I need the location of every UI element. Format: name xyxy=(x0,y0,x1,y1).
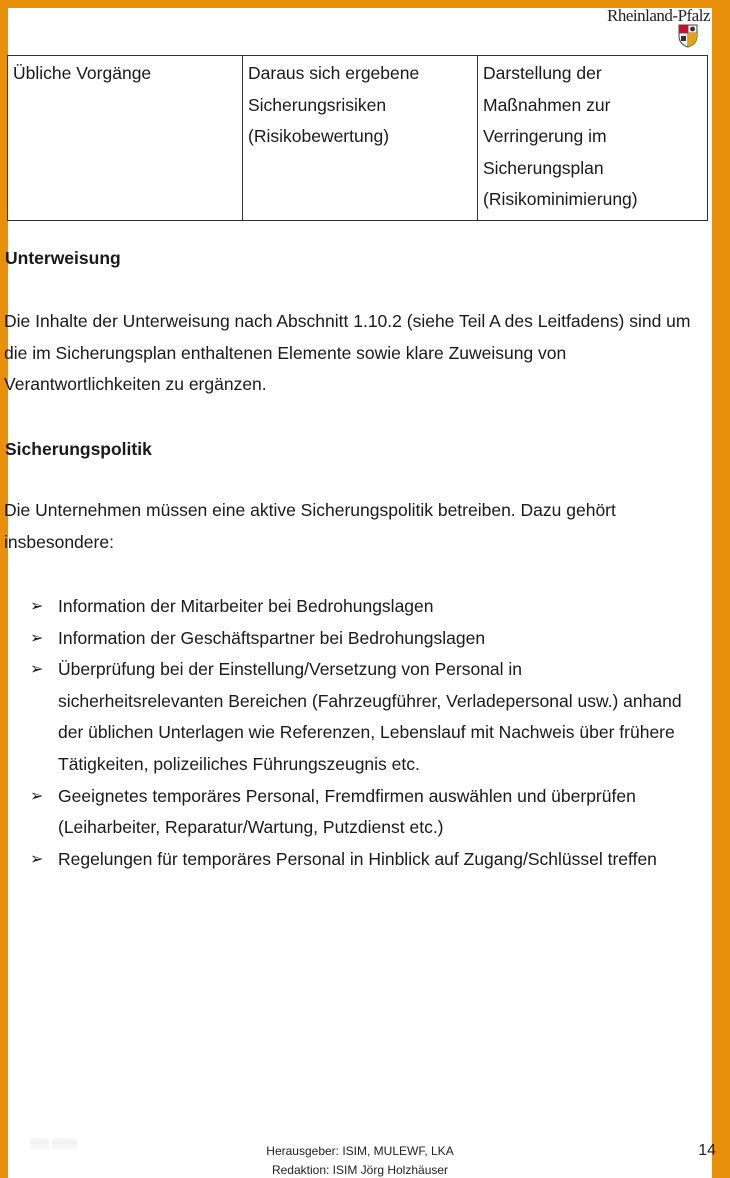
table-cell-security-risks: Daraus sich ergebene Sicherungsrisiken (Risikobewertung) xyxy=(243,56,478,221)
state-logo xyxy=(602,6,712,56)
list-line: Geeignetes temporäres Personal, Fremdfirmen auswählen und überprüfen xyxy=(58,785,636,806)
list-line: Überprüfung bei der Einstellung/Versetzung von Personal in xyxy=(58,659,523,680)
arrow-bullet-icon: ➢ xyxy=(30,850,44,868)
list-item xyxy=(30,591,730,623)
table-row xyxy=(8,56,708,221)
footer-publisher: Herausgeber: ISIM, MULEWF, LKA xyxy=(266,1144,454,1158)
paragraph-unterweisung: Die Inhalte der Unterweisung nach Abschnitt 1.10.2 (siehe Teil A des Leitfadens) sind um die im Sicherungsplan enthaltenen Elemente sowie klare Zuweisung von Verantwortlichkeiten zu ergänzen. xyxy=(4,311,691,395)
risk-table xyxy=(7,55,708,221)
arrow-bullet-icon: ➢ xyxy=(30,598,44,615)
list-line: Information der Geschäftspartner bei Bedrohungslagen xyxy=(58,627,486,648)
table-cell-usual-processes: Übliche Vorgänge xyxy=(8,56,243,221)
table-cell-measures: Darstellung der Maßnahmen zur Verringerung im Sicherungsplan (Risikominimierung) xyxy=(478,56,708,221)
heading-unterweisung: Unterweisung xyxy=(5,248,121,268)
logo-text: Rheinland-Pfalz xyxy=(607,6,710,25)
list-line: Tätigkeiten, polizeiliches Führungszeugnis etc. xyxy=(58,753,420,774)
coat-of-arms-icon xyxy=(678,24,698,48)
page-number: 14 xyxy=(698,1142,716,1159)
list-item xyxy=(30,654,730,780)
arrow-bullet-icon: ➢ xyxy=(30,787,44,805)
list-line: Information der Mitarbeiter bei Bedrohungslagen xyxy=(58,596,434,616)
watermark-logo: ▒▒▒ ▒▒▒▒ xyxy=(30,1138,78,1148)
list-item xyxy=(30,781,730,844)
arrow-bullet-icon: ➢ xyxy=(30,629,44,647)
paragraph-sicherungspolitik: Die Unternehmen müssen eine aktive Sicherungspolitik betreiben. Dazu gehört insbesondere: xyxy=(4,500,616,552)
heading-sicherungspolitik: Sicherungspolitik xyxy=(5,439,152,459)
list-line: (Leiharbeiter, Reparatur/Wartung, Putzdienst etc.) xyxy=(58,817,444,838)
list-line: der üblichen Unterlagen wie Referenzen, Lebenslauf mit Nachweis über frühere xyxy=(58,722,675,743)
measures-list xyxy=(30,591,730,875)
arrow-bullet-icon: ➢ xyxy=(30,661,44,679)
list-item xyxy=(30,623,730,655)
footer-editor: Redaktion: ISIM Jörg Holzhäuser xyxy=(271,1163,449,1177)
list-line: Regelungen für temporäres Personal in Hinblick auf Zugang/Schlüssel treffen xyxy=(58,848,657,869)
list-item xyxy=(30,844,730,876)
list-line: sicherheitsrelevanten Bereichen (Fahrzeugführer, Verladepersonal usw.) anhand xyxy=(58,690,682,711)
document-page xyxy=(4,6,716,1178)
